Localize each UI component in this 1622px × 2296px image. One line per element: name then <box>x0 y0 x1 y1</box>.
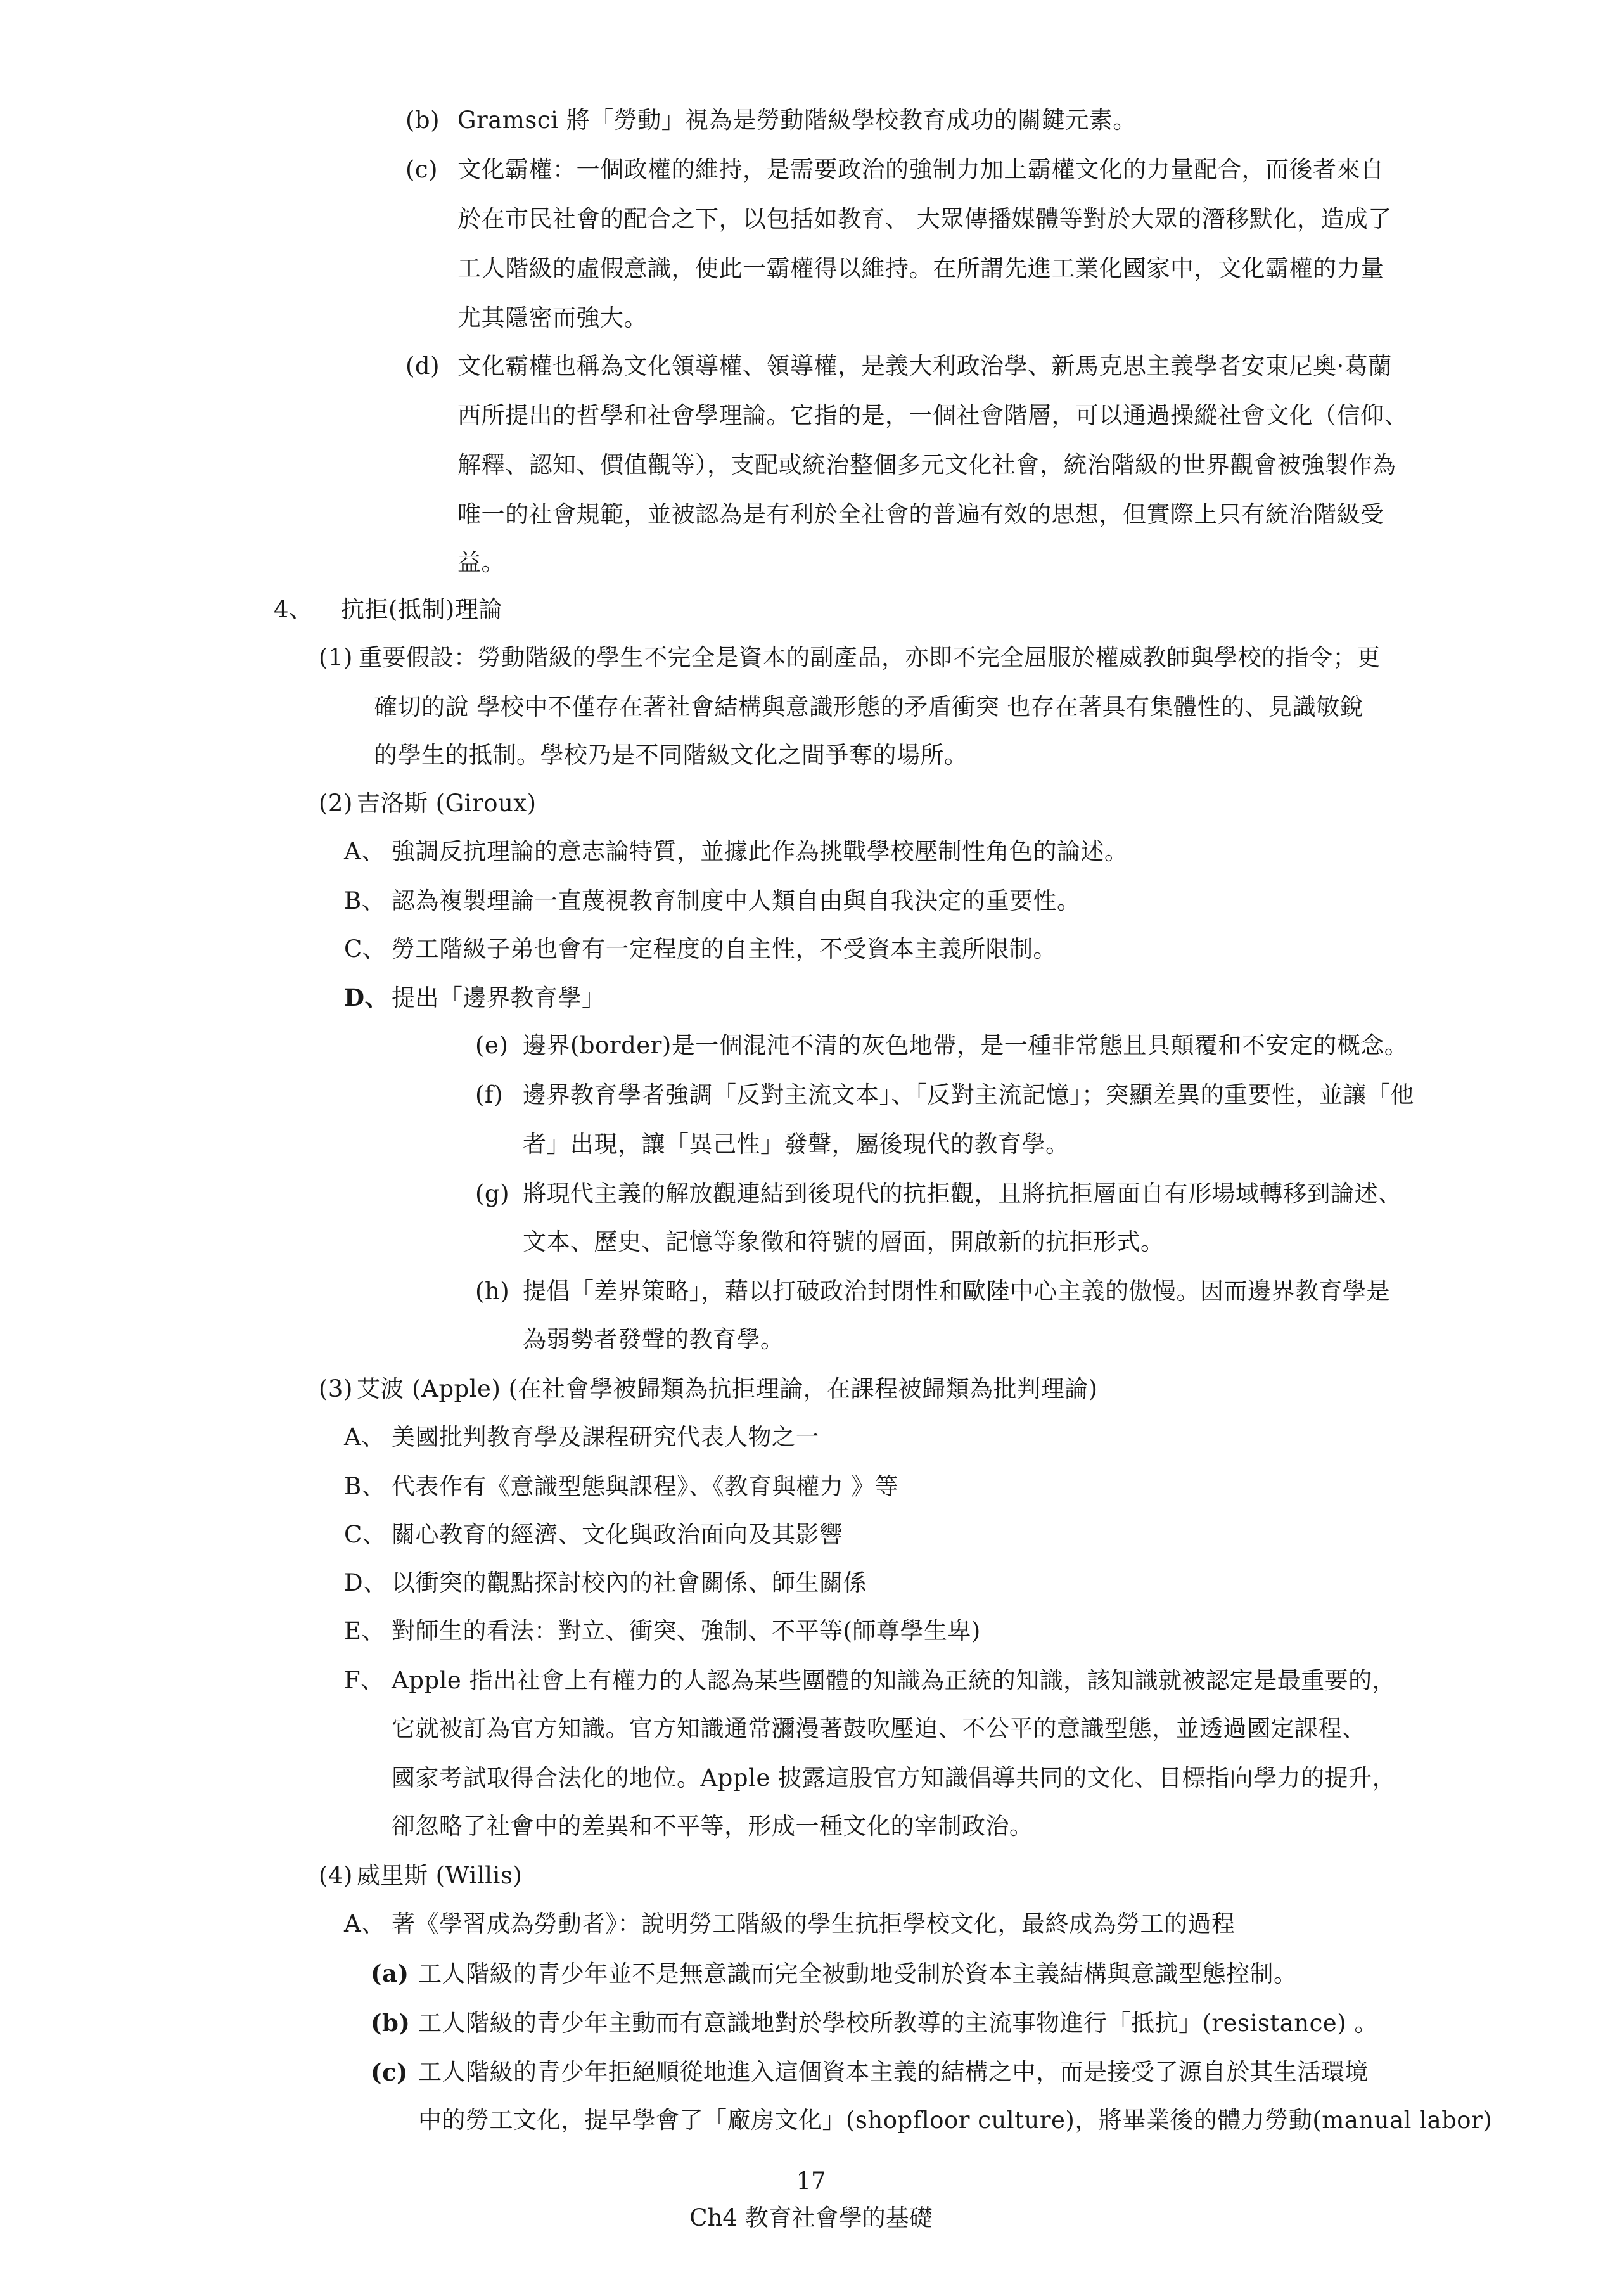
item-label: (h) <box>475 1278 510 1305</box>
paragraph-line: 文化霸權：一個政權的維持，是需要政治的強制力加上霸權文化的力量配合，而後者來自 <box>457 156 1384 183</box>
point-title: 吉洛斯 (Giroux) <box>356 790 537 817</box>
item-text: 工人階級的青少年主動而有意識地對於學校所教導的主流事物進行「抵抗」(resistance) 。 <box>418 2010 1378 2037</box>
item-text: 美國批判教育學及課程研究代表人物之一 <box>392 1423 819 1451</box>
point-1-label <box>319 642 353 674</box>
section-title: 抗拒(抵制)理論 <box>341 596 502 623</box>
section-heading <box>274 594 502 625</box>
paragraph-line: 邊界(border)是一個混沌不清的灰色地帶，是一種非常態且具顛覆和不安定的概念。 <box>523 1032 1408 1059</box>
apple-item-a <box>344 1421 819 1453</box>
paragraph-line: 工人階級的青少年拒絕順從地進入這個資本主義的結構之中，而是接受了源自於其生活環境 <box>418 2058 1369 2086</box>
willis-item-a <box>344 1908 1236 1940</box>
willis-sub-c-label <box>371 2056 408 2089</box>
item-text: Gramsci 將「勞動」視為是勞動階級學校教育成功的關鍵元素。 <box>457 106 1137 134</box>
item-label: B、 <box>344 1473 386 1500</box>
paragraph-line: 它就被訂為官方知識。官方知識通常瀰漫著鼓吹壓迫、不公平的意識型態，並透過國定課程、 <box>392 1715 1366 1742</box>
paragraph-line: 卻忽略了社會中的差異和不平等，形成一種文化的宰制政治。 <box>392 1812 1033 1840</box>
item-label: (c) <box>371 2058 409 2086</box>
item-label: E、 <box>344 1617 386 1645</box>
item-label: (1) <box>319 644 353 671</box>
item-text: 關心教育的經濟、文化與政治面向及其影響 <box>392 1521 843 1548</box>
paragraph-line: 文化霸權也稱為文化領導權、領導權，是義大利政治學、新馬克思主義學者安東尼奧·葛蘭 <box>457 352 1392 380</box>
item-text: 代表作有《意識型態與課程》、《教育與權力 》等 <box>392 1473 899 1500</box>
item-text: 勞工階級子弟也會有一定程度的自主性，不受資本主義所限制。 <box>392 935 1057 963</box>
item-label: A、 <box>344 1910 385 1937</box>
giroux-item-a <box>344 836 1128 868</box>
border-item-h-label <box>475 1276 509 1307</box>
item-label: (e) <box>475 1032 509 1059</box>
giroux-item-b <box>344 885 1081 917</box>
point-title: 威里斯 (Willis) <box>356 1862 523 1889</box>
item-text: 著《學習成為勞動者》：說明勞工階級的學生抗拒學校文化，最終成為勞工的過程 <box>392 1910 1236 1937</box>
giroux-item-c <box>344 933 1057 965</box>
item-b-hegemony <box>406 105 1137 136</box>
paragraph-line: 尤其隱密而強大。 <box>457 304 648 331</box>
item-label: (a) <box>371 1959 409 1987</box>
paragraph-line: 解釋、認知、價值觀等），支配或統治整個多元文化社會，統治階級的世界觀會被強製作為 <box>457 451 1396 478</box>
item-text: 提出「邊界教育學」 <box>392 984 606 1011</box>
item-text: 認為複製理論一直蔑視教育制度中人類自由與自我決定的重要性。 <box>392 887 1081 914</box>
item-label: D、 <box>344 1569 387 1596</box>
paragraph-line: 者」出現，讓「異己性」發聲，屬後現代的教育學。 <box>523 1131 1070 1158</box>
apple-item-b <box>344 1471 898 1503</box>
item-label: F、 <box>344 1667 385 1694</box>
item-label: (c) <box>406 156 438 183</box>
paragraph-line: Apple 指出社會上有權力的人認為某些團體的知識為正統的知識，該知識就被認定是最重要的， <box>392 1667 1396 1694</box>
point-3-heading <box>319 1373 1098 1405</box>
point-2-heading <box>319 788 537 819</box>
item-d-hegemony-label <box>406 350 440 382</box>
paragraph-line: 中的勞工文化，提早學會了「廠房文化」(shopfloor culture)，將畢業後的體力勞動(manual labor) <box>418 2107 1493 2134</box>
item-label: (g) <box>475 1180 510 1207</box>
item-label: (d) <box>406 352 440 380</box>
item-label: C、 <box>344 1521 386 1548</box>
willis-sub-a <box>371 1958 1298 1990</box>
paragraph-line: 於在市民社會的配合之下，以包括如教育、 大眾傳播媒體等對於大眾的潛移默化，造成了 <box>457 205 1392 233</box>
item-text: 以衝突的觀點探討校內的社會關係、師生關係 <box>392 1569 867 1596</box>
border-item-g-label <box>475 1178 509 1210</box>
item-text: 對師生的看法：對立、衝突、強制、不平等(師尊學生卑) <box>392 1617 981 1645</box>
paragraph-line: 將現代主義的解放觀連結到後現代的抗拒觀，且將抗拒層面自有形場域轉移到論述、 <box>523 1180 1402 1207</box>
paragraph-line: 重要假設：勞動階級的學生不完全是資本的副產品，亦即不完全屈服於權威教師與學校的指令；更 <box>359 644 1381 671</box>
point-4-heading <box>319 1860 522 1892</box>
item-label: (2) <box>319 790 353 817</box>
paragraph-line: 益。 <box>457 549 505 576</box>
item-label: (b) <box>371 2009 411 2037</box>
item-label: B、 <box>344 887 386 914</box>
item-label: (b) <box>406 106 440 134</box>
apple-item-d <box>344 1567 867 1599</box>
item-text: 工人階級的青少年並不是無意識而完全被動地受制於資本主義結構與意識型態控制。 <box>418 1960 1298 1987</box>
paragraph-line: 唯一的社會規範，並被認為是有利於全社會的普遍有效的思想，但實際上只有統治階級受 <box>457 501 1384 528</box>
item-label: A、 <box>344 838 385 865</box>
item-label: (3) <box>319 1375 353 1402</box>
page-number: 17 <box>796 2167 826 2195</box>
paragraph-line: 為弱勢者發聲的教育學。 <box>523 1326 784 1353</box>
item-label: C、 <box>344 935 386 963</box>
apple-item-e <box>344 1615 981 1647</box>
section-number: 4、 <box>274 596 313 623</box>
point-title: 艾波 (Apple) (在社會學被歸類為抗拒理論，在課程被歸類為批判理論) <box>356 1375 1098 1402</box>
item-label: (f) <box>475 1081 504 1108</box>
border-item-e-label <box>475 1030 508 1061</box>
paragraph-line: 西所提出的哲學和社會學理論。它指的是，一個社會階層，可以通過操縱社會文化（信仰、 <box>457 402 1408 429</box>
paragraph-line: 的學生的抵制。學校乃是不同階級文化之間爭奪的場所。 <box>374 741 968 769</box>
item-label: D、 <box>344 984 389 1011</box>
paragraph-line: 提倡「差界策略」，藉以打破政治封閉性和歐陸中心主義的傲慢。因而邊界教育學是 <box>523 1278 1390 1305</box>
item-text: 強調反抗理論的意志論特質，並據此作為挑戰學校壓制性角色的論述。 <box>392 838 1128 865</box>
item-label: A、 <box>344 1423 385 1451</box>
paragraph-line: 國家考試取得合法化的地位。Apple 披露這股官方知識倡導共同的文化、目標指向學力的提升， <box>392 1764 1396 1792</box>
apple-item-f-label <box>344 1665 385 1696</box>
giroux-item-d <box>344 982 606 1014</box>
paragraph-line: 確切的說 學校中不僅存在著社會結構與意識形態的矛盾衝突 也存在著具有集體性的、見識敏銳 <box>374 693 1364 721</box>
chapter-footer: Ch4 教育社會學的基礎 <box>689 2204 933 2231</box>
apple-item-c <box>344 1519 843 1551</box>
item-label: (4) <box>319 1862 353 1889</box>
paragraph-line: 邊界教育學者強調「反對主流文本」、「反對主流記憶」；突顯差異的重要性，並讓「他 <box>523 1081 1414 1108</box>
item-c-hegemony-label <box>406 154 438 186</box>
paragraph-line: 文本、歷史、記憶等象徵和符號的層面，開啟新的抗拒形式。 <box>523 1228 1165 1255</box>
paragraph-line: 工人階級的虛假意識，使此一霸權得以維持。在所謂先進工業化國家中，文化霸權的力量 <box>457 255 1384 282</box>
willis-sub-b <box>371 2007 1378 2039</box>
border-item-f-label <box>475 1079 503 1111</box>
